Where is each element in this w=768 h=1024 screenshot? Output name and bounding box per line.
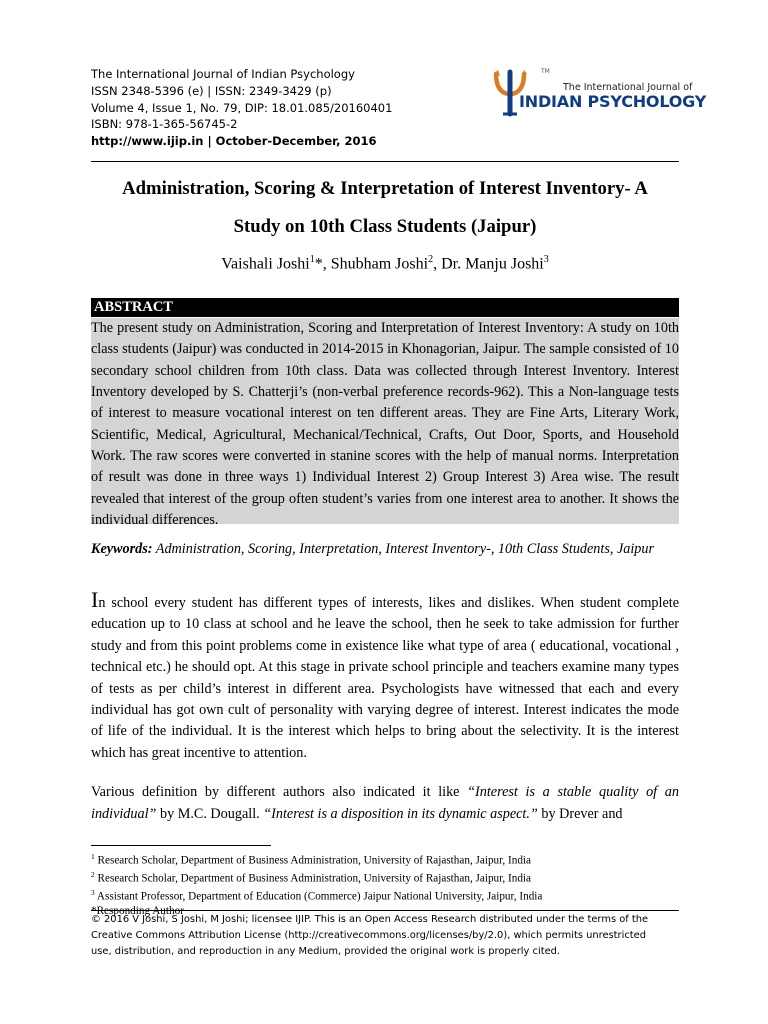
journal-issn: ISSN 2348-5396 (e) | ISSN: 2349-3429 (p) bbox=[91, 83, 332, 98]
author-1-affil: 1 bbox=[309, 254, 315, 265]
footnote-2-num: 2 bbox=[91, 870, 95, 880]
paragraph-2-text-b: by M.C. Dougall. bbox=[156, 805, 264, 822]
footnote-3-text: Assistant Professor, Department of Education (Commerce) Jaipur National University, Jaipur, India bbox=[94, 891, 543, 904]
journal-isbn: ISBN: 978-1-365-56745-2 bbox=[91, 117, 238, 132]
title-line1: Administration, Scoring & Interpretation of Interest Inventory- A bbox=[122, 178, 648, 199]
journal-url-date: http://www.ijip.in | October-December, 2016 bbox=[91, 134, 377, 149]
logo-line1: The International Journal of bbox=[563, 82, 693, 93]
title-line2: Study on 10th Class Students (Jaipur) bbox=[233, 216, 537, 237]
paper-title bbox=[91, 170, 679, 246]
footnote-1-num: 1 bbox=[91, 852, 95, 861]
body-paragraph-2 bbox=[91, 782, 679, 825]
paragraph-2-text-a: Various definition by different authors also indicated it like bbox=[91, 784, 468, 800]
author-1: Vaishali Joshi bbox=[221, 255, 310, 273]
header-rule bbox=[91, 161, 679, 162]
drop-cap: I bbox=[91, 587, 99, 612]
license-line-2: Creative Commons Attribution License (http://creativecommons.org/licenses/by/2.0), which permits unrestricted bbox=[91, 930, 647, 942]
author-list bbox=[91, 254, 679, 273]
body-paragraph-1 bbox=[91, 587, 679, 764]
footnote-3-num: 3 bbox=[91, 888, 95, 898]
footnote-rule bbox=[91, 845, 271, 846]
quote-2: “Interest is a disposition in its dynamic aspect.” bbox=[263, 805, 538, 822]
license-line-3: use, distribution, and reproduction in any Medium, provided the original work is properly cited. bbox=[91, 946, 561, 958]
footnote-3 bbox=[91, 886, 679, 904]
journal-logo bbox=[493, 68, 707, 118]
author-3: Dr. Manju Joshi bbox=[441, 255, 544, 273]
abstract-heading: ABSTRACT bbox=[91, 298, 679, 317]
keywords-label: Keywords: bbox=[91, 541, 153, 557]
license-line-1: © 2016 V Joshi, S Joshi, M Joshi; licensee IJIP. This is an Open Access Research distributed under the terms of the bbox=[91, 914, 649, 925]
quote-1: “Interest is a stable quality of an individual” bbox=[91, 784, 679, 822]
logo-line2: INDIAN PSYCHOLOGY bbox=[519, 92, 707, 111]
author-3-affil: 3 bbox=[543, 254, 549, 265]
author-2-affil: 2 bbox=[428, 254, 434, 265]
paragraph-1-text: n school every student has different types of interests, likes and dislikes. When student complete education up to 10 class at school and he leave the school, then he seek to take admission for further study and from this point problems come in existence like what type of area ( educational, vocational , technical etc.) he should opt. At this stage in private school principle and teachers examine many types of tests as per child’s interest in different area. Psychologists have witnessed that each and every individual has got own cult of personality with varying degree of interest. Interest indicates the mode of life of the individual. It is the interest which helps to bring about the selectivity. It is the interest which has great incentive to attention. bbox=[91, 595, 679, 761]
logo-tm: TM bbox=[541, 68, 550, 75]
footnote-2-text: Research Scholar, Department of Business Administration, University of Rajasthan, Jaipur, India bbox=[94, 872, 532, 885]
journal-info bbox=[91, 66, 392, 150]
license-rule bbox=[91, 910, 679, 911]
paragraph-2-text-c: by Drever and bbox=[537, 805, 623, 822]
author-2: Shubham Joshi bbox=[330, 255, 429, 273]
corresponding-mark: *, bbox=[314, 255, 331, 273]
footnote-1 bbox=[91, 850, 679, 868]
keywords bbox=[91, 539, 679, 560]
footnote-1-text: Research Scholar, Department of Business Administration, University of Rajasthan, Jaipur, India bbox=[94, 854, 532, 867]
author-separator: , bbox=[433, 255, 442, 273]
footnotes bbox=[91, 850, 679, 918]
keywords-text: Administration, Scoring, Interpretation, Interest Inventory-, 10th Class Students, Jaipur bbox=[152, 541, 654, 557]
license-notice bbox=[91, 912, 679, 961]
footnote-2 bbox=[91, 868, 679, 886]
journal-name: The International Journal of Indian Psychology bbox=[91, 67, 355, 81]
journal-volume: Volume 4, Issue 1, No. 79, DIP: 18.01.085/20160401 bbox=[91, 100, 393, 115]
abstract-text: The present study on Administration, Scoring and Interpretation of Interest Inventory: A study on 10th class students (Jaipur) was conducted in 2014-2015 in Khonagorian, Jaipur. The sample consisted of 10 secondary school children from 10th class. Data was collected through Interest Inventory. Interest Inventory developed by S. Chatterji’s (non-verbal preference records-962). This a Non-language tests of interest to measure vocational interest on ten different areas. They are Fine Arts, Literary Work, Scientific, Medical, Agricultural, Mechanical/Technical, Crafts, Out Door, Sports, and Household Work. The raw scores were converted in stanine scores with the help of manual norms. Interpretation of result was done in three ways 1) Individual Interest 2) Group Interest 3) Area wise. The result revealed that interest of the group often student’s varies from one interest area to another. It shows the individual differences. bbox=[91, 320, 679, 529]
